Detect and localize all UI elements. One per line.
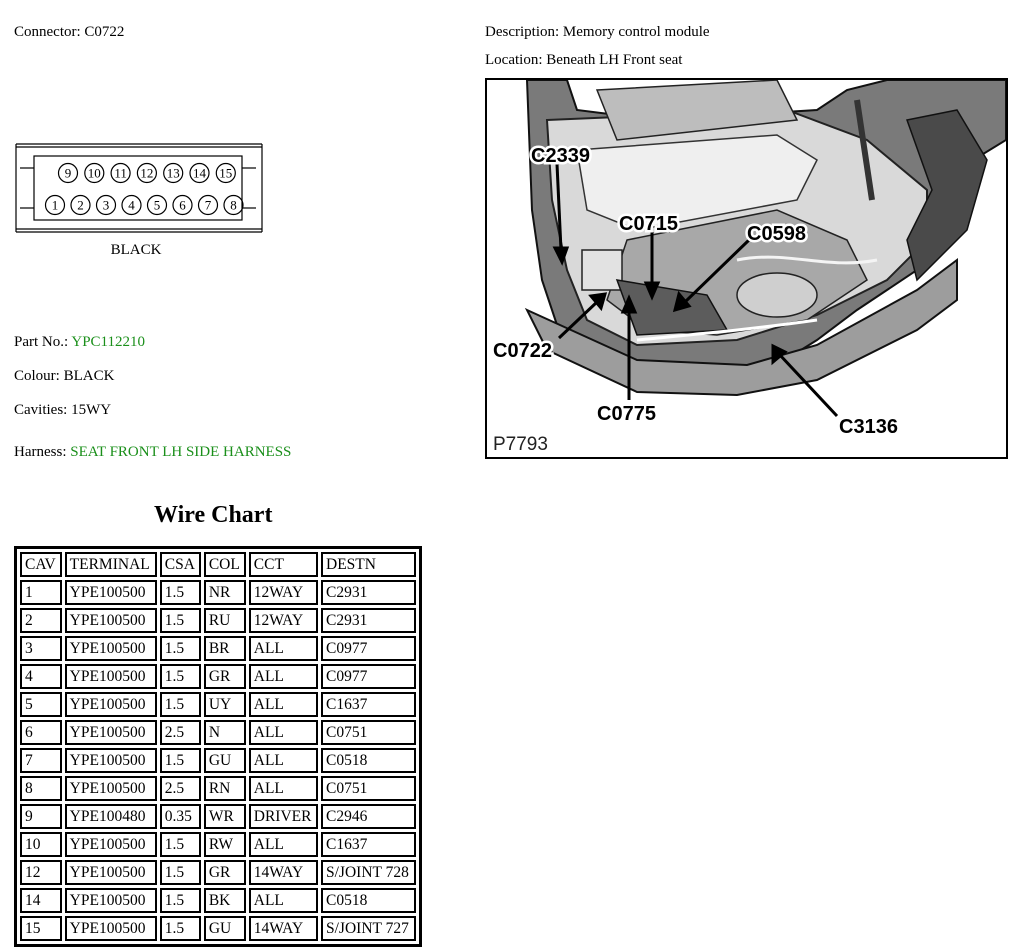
colour-line	[14, 368, 114, 385]
cell-destn: C2931	[321, 580, 416, 605]
cell-terminal: YPE100480	[65, 804, 157, 829]
cell-terminal: YPE100500	[65, 580, 157, 605]
cell-destn: C2946	[321, 804, 416, 829]
cell-cct: 14WAY	[249, 916, 318, 941]
connector-value: C0722	[84, 24, 125, 40]
cell-cct: ALL	[249, 636, 318, 661]
cell-terminal: YPE100500	[65, 888, 157, 913]
cell-cav: 8	[20, 776, 62, 801]
top-pin-label: 10	[87, 165, 101, 181]
cell-cct: ALL	[249, 888, 318, 913]
cell-terminal: YPE100500	[65, 916, 157, 941]
cell-col: RN	[204, 776, 246, 801]
harness-line	[14, 444, 291, 461]
top-pin-label: 12	[140, 165, 154, 181]
table-row	[20, 636, 416, 661]
cell-destn: C0751	[321, 720, 416, 745]
cell-csa: 1.5	[160, 748, 201, 773]
location-photo	[485, 78, 1008, 459]
cell-csa: 1.5	[160, 636, 201, 661]
callout-c0598: C0598	[747, 223, 806, 245]
location-value: Beneath LH Front seat	[546, 52, 683, 68]
top-pin-label: 11	[114, 165, 127, 181]
part-no-link[interactable]: YPC112210	[71, 334, 145, 350]
colour-label: Colour:	[14, 368, 60, 384]
table-row	[20, 692, 416, 717]
cell-terminal: YPE100500	[65, 692, 157, 717]
cell-cct: 14WAY	[249, 860, 318, 885]
cell-csa: 1.5	[160, 888, 201, 913]
cell-csa: 2.5	[160, 776, 201, 801]
cell-cav: 3	[20, 636, 62, 661]
cell-terminal: YPE100500	[65, 860, 157, 885]
part-no-line	[14, 334, 145, 351]
cell-cav: 1	[20, 580, 62, 605]
cell-destn: C0518	[321, 888, 416, 913]
table-row	[20, 664, 416, 689]
cell-cct: ALL	[249, 776, 318, 801]
cell-col: N	[204, 720, 246, 745]
top-pin-label: 14	[193, 165, 206, 181]
callout-c0715: C0715	[619, 213, 678, 235]
cell-cav: 6	[20, 720, 62, 745]
cell-csa: 2.5	[160, 720, 201, 745]
table-row	[20, 916, 416, 941]
cell-destn: S/JOINT 727	[321, 916, 416, 941]
cell-destn: C1637	[321, 692, 416, 717]
cell-destn: C0751	[321, 776, 416, 801]
diagram-colour-caption: BLACK	[110, 242, 162, 258]
top-pin-label: 9	[64, 165, 72, 181]
cell-cav: 4	[20, 664, 62, 689]
wire-chart-table	[14, 546, 422, 947]
cell-csa: 0.35	[160, 804, 201, 829]
cell-col: WR	[204, 804, 246, 829]
connector-pinout-diagram	[14, 138, 266, 262]
cell-destn: C2931	[321, 608, 416, 633]
cell-cav: 14	[20, 888, 62, 913]
bottom-pin-label: 6	[179, 197, 186, 213]
cavities-value: 15WY	[71, 402, 112, 418]
cell-csa: 1.5	[160, 692, 201, 717]
cell-cav: 15	[20, 916, 62, 941]
cell-col: GU	[204, 916, 246, 941]
harness-link[interactable]: SEAT FRONT LH SIDE HARNESS	[70, 444, 292, 460]
cell-col: BK	[204, 888, 246, 913]
cell-destn: C0518	[321, 748, 416, 773]
callout-c0722: C0722	[493, 340, 552, 362]
bottom-pin-label: 8	[230, 197, 237, 213]
bottom-pin-label: 2	[77, 197, 84, 213]
location-line	[485, 52, 682, 69]
table-row	[20, 804, 416, 829]
cell-csa: 1.5	[160, 916, 201, 941]
cell-cct: ALL	[249, 720, 318, 745]
top-pin-label: 15	[219, 165, 233, 181]
bottom-pin-label: 3	[102, 197, 110, 213]
cell-col: GU	[204, 748, 246, 773]
cell-cav: 12	[20, 860, 62, 885]
callout-c3136: C3136	[839, 416, 898, 438]
description-line	[485, 24, 710, 41]
header-col: COL	[204, 552, 246, 577]
cell-cct: ALL	[249, 692, 318, 717]
cell-cav: 5	[20, 692, 62, 717]
header-terminal: TERMINAL	[65, 552, 157, 577]
cell-col: RW	[204, 832, 246, 857]
callout-c0775: C0775	[597, 403, 656, 425]
cell-cav: 2	[20, 608, 62, 633]
location-label: Location:	[485, 52, 543, 68]
cell-cct: ALL	[249, 748, 318, 773]
table-row	[20, 748, 416, 773]
cell-terminal: YPE100500	[65, 832, 157, 857]
cell-cct: ALL	[249, 664, 318, 689]
callout-c2339: C2339	[531, 145, 590, 167]
cell-terminal: YPE100500	[65, 776, 157, 801]
bottom-pin-label: 1	[51, 197, 59, 213]
cell-destn: C0977	[321, 636, 416, 661]
cell-csa: 1.5	[160, 608, 201, 633]
table-row	[20, 860, 416, 885]
table-row	[20, 888, 416, 913]
cell-destn: C1637	[321, 832, 416, 857]
cell-csa: 1.5	[160, 832, 201, 857]
cell-terminal: YPE100500	[65, 608, 157, 633]
cell-col: GR	[204, 860, 246, 885]
bottom-pin-label: 5	[153, 197, 161, 213]
table-row	[20, 608, 416, 633]
harness-label: Harness:	[14, 444, 67, 460]
cell-cct: ALL	[249, 832, 318, 857]
cell-terminal: YPE100500	[65, 636, 157, 661]
cell-terminal: YPE100500	[65, 720, 157, 745]
description-label: Description:	[485, 24, 560, 40]
description-value: Memory control module	[562, 24, 710, 40]
cavities-label: Cavities:	[14, 402, 68, 418]
cell-cct: 12WAY	[249, 608, 318, 633]
table-row	[20, 580, 416, 605]
header-cct: CCT	[249, 552, 318, 577]
table-row	[20, 776, 416, 801]
cell-cct: DRIVER	[249, 804, 318, 829]
header-destn: DESTN	[321, 552, 416, 577]
cell-cav: 9	[20, 804, 62, 829]
connector-label: Connector:	[14, 24, 81, 40]
cell-destn: C0977	[321, 664, 416, 689]
cell-csa: 1.5	[160, 860, 201, 885]
cavities-line	[14, 402, 111, 419]
cell-col: BR	[204, 636, 246, 661]
cell-terminal: YPE100500	[65, 748, 157, 773]
bottom-pin-label: 7	[204, 197, 212, 213]
cell-destn: S/JOINT 728	[321, 860, 416, 885]
cell-csa: 1.5	[160, 664, 201, 689]
header-csa: CSA	[160, 552, 201, 577]
wire-chart-title: Wire Chart	[154, 502, 273, 528]
part-no-label: Part No.:	[14, 334, 69, 350]
header-cav: CAV	[20, 552, 62, 577]
table-row	[20, 720, 416, 745]
cell-col: RU	[204, 608, 246, 633]
wire-chart-header-row	[20, 552, 416, 577]
cell-csa: 1.5	[160, 580, 201, 605]
seat-illustration	[487, 80, 1006, 457]
cell-col: UY	[204, 692, 246, 717]
cell-cav: 7	[20, 748, 62, 773]
cell-terminal: YPE100500	[65, 664, 157, 689]
bottom-pin-label: 4	[128, 197, 135, 213]
colour-value: BLACK	[63, 368, 115, 384]
top-pin-label: 13	[166, 165, 180, 181]
cell-cav: 10	[20, 832, 62, 857]
figure-id: P7793	[493, 434, 548, 455]
cell-col: GR	[204, 664, 246, 689]
cell-cct: 12WAY	[249, 580, 318, 605]
table-row	[20, 832, 416, 857]
cell-col: NR	[204, 580, 246, 605]
connector-line	[14, 24, 124, 41]
